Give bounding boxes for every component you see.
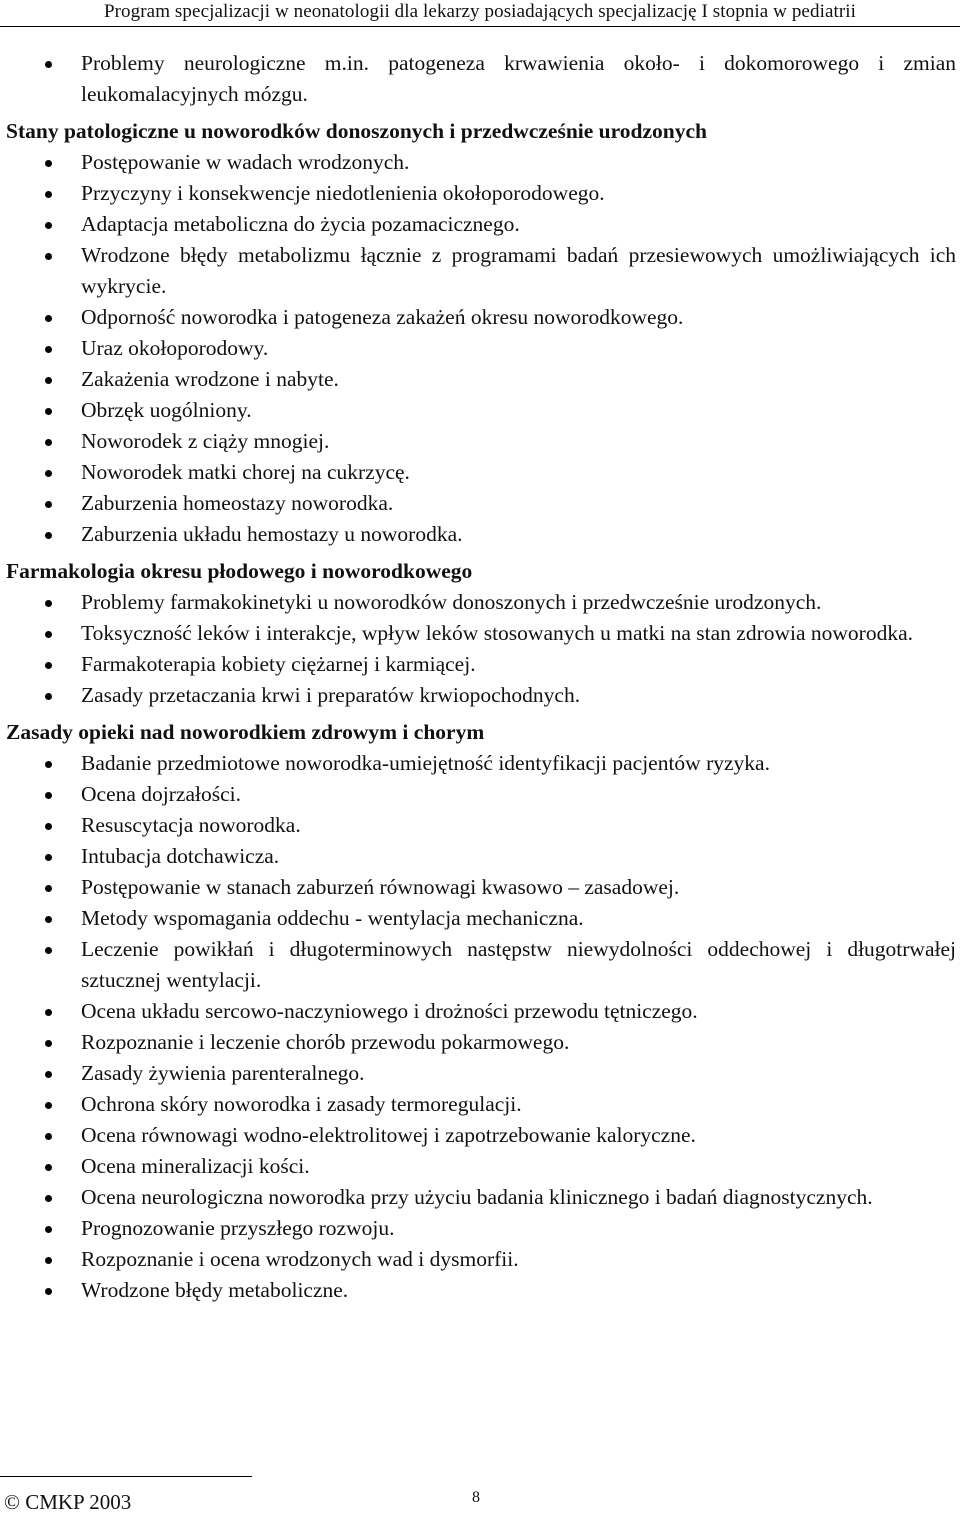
list-item-text: Problemy farmakokinetyki u noworodków donoszonych i przedwcześnie urodzonych. [81,590,822,614]
bullet-icon [45,315,52,322]
bullet-icon [45,377,52,384]
bullet-icon [45,532,52,539]
list-item-text: Ocena mineralizacji kości. [81,1154,310,1178]
bullet-icon [45,1009,52,1016]
list-item-text: Ocena układu sercowo-naczyniowego i drożności przewodu tętniczego. [81,999,698,1023]
list-item-text: Uraz okołoporodowy. [81,336,269,360]
list-item [0,240,960,302]
list-item [0,1275,960,1306]
list-item [0,587,960,618]
list-item [0,680,960,711]
bullet-icon [45,439,52,446]
list-item [0,1244,960,1275]
list-item-text: Metody wspomagania oddechu - wentylacja mechaniczna. [81,906,584,930]
bullet-icon [45,346,52,353]
list-item [0,934,960,996]
list-item-text: Rozpoznanie i ocena wrodzonych wad i dysmorfii. [81,1247,519,1271]
bullet-icon [45,1288,52,1295]
list-item-text: Prognozowanie przyszłego rozwoju. [81,1216,395,1240]
list-item [0,48,960,110]
list-item [0,426,960,457]
list-item-text: Problemy neurologiczne m.in. patogeneza krwawienia około- i dokomorowego i zmian leukomalacyjnych mózgu. [81,51,956,106]
footer-divider [0,1476,252,1477]
list-item [0,1058,960,1089]
list-item [0,395,960,426]
bullet-icon [45,253,52,260]
list-item [0,1213,960,1244]
bullet-icon [45,916,52,923]
bullet-icon [45,61,52,68]
list-item-text: Noworodek z ciąży mnogiej. [81,429,330,453]
list-item [0,1182,960,1213]
list-item-text: Noworodek matki chorej na cukrzycę. [81,460,410,484]
list-item-text: Ocena neurologiczna noworodka przy użyciu badania klinicznego i badań diagnostycznych. [81,1185,873,1209]
bullet-icon [45,1071,52,1078]
list-item [0,457,960,488]
bullet-icon [45,222,52,229]
list-item-text: Obrzęk uogólniony. [81,398,252,422]
list-item-text: Ocena dojrzałości. [81,782,241,806]
list-item-text: Przyczyny i konsekwencje niedotlenienia okołoporodowego. [81,181,605,205]
list-item-text: Wrodzone błędy metabolizmu łącznie z programami badań przesiewowych umożliwiających ich wykrycie. [81,243,956,298]
list-item-text: Postępowanie w stanach zaburzeń równowagi kwasowo – zasadowej. [81,875,680,899]
list-item-text: Rozpoznanie i leczenie chorób przewodu pokarmowego. [81,1030,570,1054]
list-item-text: Toksyczność leków i interakcje, wpływ leków stosowanych u matki na stan zdrowia noworodka. [81,621,914,645]
bullet-icon [45,854,52,861]
footer-copyright: © CMKP 2003 [4,1490,132,1514]
list-item [0,841,960,872]
bullet-icon [45,501,52,508]
bullet-icon [45,823,52,830]
bullet-icon [45,662,52,669]
list-item-text: Intubacja dotchawicza. [81,844,280,868]
list-item-text: Zaburzenia homeostazy noworodka. [81,491,394,515]
bullet-icon [45,160,52,167]
list-item-text: Zaburzenia układu hemostazy u noworodka. [81,522,463,546]
list-item-text: Postępowanie w wadach wrodzonych. [81,150,410,174]
list-item-text: Leczenie powikłań i długoterminowych następstw niewydolności oddechowej i długotrwałej sztucznej wentylacji. [81,937,956,992]
running-header-title: Program specjalizacji w neonatologii dla lekarzy posiadających specjalizację I stopnia w pediatrii [103,1,857,22]
bullet-icon [45,1195,52,1202]
bullet-icon [45,792,52,799]
list-item-text: Ocena równowagi wodno-elektrolitowej i zapotrzebowanie kaloryczne. [81,1123,696,1147]
list-item [0,1089,960,1120]
bullet-icon [45,631,52,638]
bullet-icon [45,470,52,477]
list-item [0,488,960,519]
bullet-icon [45,1226,52,1233]
list-item-text: Adaptacja metaboliczna do życia pozamacicznego. [81,212,520,236]
document-body [0,48,960,1306]
page-number: 8 [472,1489,480,1506]
section-list [0,147,960,550]
list-item [0,302,960,333]
bullet-icon [45,885,52,892]
bullet-icon [45,947,52,954]
list-item-text: Ochrona skóry noworodka i zasady termoregulacji. [81,1092,522,1116]
list-item [0,996,960,1027]
list-item-text: Wrodzone błędy metaboliczne. [81,1278,349,1302]
bullet-icon [45,1164,52,1171]
list-item [0,649,960,680]
list-item [0,333,960,364]
section-list [0,748,960,1306]
bullet-icon [45,191,52,198]
bullet-icon [45,1102,52,1109]
list-item [0,1027,960,1058]
list-item [0,872,960,903]
bullet-icon [45,1257,52,1264]
list-item [0,810,960,841]
bullet-icon [45,761,52,768]
list-item [0,779,960,810]
running-header [0,0,960,27]
intro-list [0,48,960,110]
bullet-icon [45,693,52,700]
list-item [0,209,960,240]
section-list [0,587,960,711]
bullet-icon [45,1040,52,1047]
bullet-icon [45,1133,52,1140]
list-item-text: Odporność noworodka i patogeneza zakażeń okresu noworodkowego. [81,305,684,329]
list-item [0,147,960,178]
list-item [0,364,960,395]
list-item [0,519,960,550]
list-item-text: Zasady przetaczania krwi i preparatów krwiopochodnych. [81,683,581,707]
list-item [0,748,960,779]
list-item-text: Farmakoterapia kobiety ciężarnej i karmiącej. [81,652,476,676]
section-title: Stany patologiczne u noworodków donoszonych i przedwcześnie urodzonych [6,119,707,143]
list-item [0,903,960,934]
section-title: Zasady opieki nad noworodkiem zdrowym i chorym [6,720,485,744]
list-item [0,618,960,649]
bullet-icon [45,408,52,415]
bullet-icon [45,600,52,607]
list-item [0,1151,960,1182]
list-item-text: Resuscytacja noworodka. [81,813,301,837]
section-title: Farmakologia okresu płodowego i noworodkowego [6,559,473,583]
list-item-text: Zakażenia wrodzone i nabyte. [81,367,339,391]
list-item-text: Badanie przedmiotowe noworodka-umiejętność identyfikacji pacjentów ryzyka. [81,751,770,775]
list-item-text: Zasady żywienia parenteralnego. [81,1061,365,1085]
list-item [0,1120,960,1151]
list-item [0,178,960,209]
